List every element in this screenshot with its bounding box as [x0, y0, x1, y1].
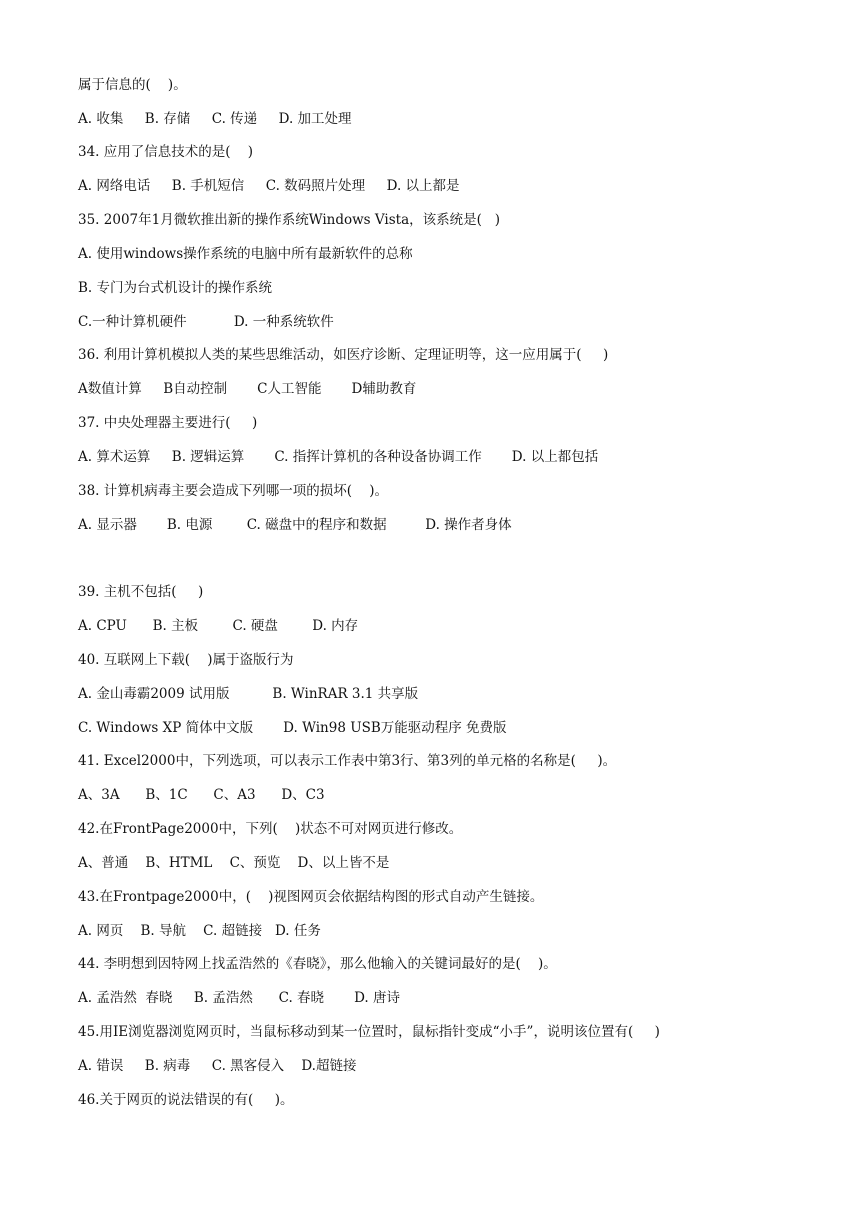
question-35-options-cd: C.一种计算机硬件 D. 一种系统软件 [78, 314, 334, 330]
question-38-stem: 38. 计算机病毒主要会造成下列哪一项的损坏( )。 [78, 483, 388, 499]
question-36-stem: 36. 利用计算机模拟人类的某些思维活动，如医疗诊断、定理证明等，这一应用属于( ) [78, 347, 609, 363]
question-35-stem: 35. 2007年1月微软推出新的操作系统Windows Vista，该系统是( ) [78, 212, 501, 228]
question-42-options: A、普通 B、HTML C、预览 D、以上皆不是 [78, 855, 390, 871]
question-40-options-cd: C. Windows XP 简体中文版 D. Win98 USB万能驱动程序 免费版 [78, 720, 507, 736]
question-42-stem: 42.在FrontPage2000中，下列( )状态不可对网页进行修改。 [78, 821, 463, 837]
question-45-options: A. 错误 B. 病毒 C. 黑客侵入 D.超链接 [78, 1058, 357, 1074]
question-45-stem: 45.用IE浏览器浏览网页时，当鼠标移动到某一位置时，鼠标指针变成“小手”，说明该位置有( ) [78, 1024, 660, 1040]
question-39-stem: 39. 主机不包括( ) [78, 584, 204, 600]
question-44-options: A. 孟浩然 春晓 B. 孟浩然 C. 春晓 D. 唐诗 [78, 990, 401, 1006]
question-33-options: A. 收集 B. 存储 C. 传递 D. 加工处理 [78, 111, 352, 127]
question-34-options: A. 网络电话 B. 手机短信 C. 数码照片处理 D. 以上都是 [78, 178, 460, 194]
question-44-stem: 44. 李明想到因特网上找孟浩然的《春晓》，那么他输入的关键词最好的是( )。 [78, 956, 557, 972]
question-37-options: A. 算术运算 B. 逻辑运算 C. 指挥计算机的各种设备协调工作 D. 以上都包括 [78, 449, 599, 465]
question-41-stem: 41. Excel2000中，下列选项，可以表示工作表中第3行、第3列的单元格的名称是( )。 [78, 753, 617, 769]
question-40-options-ab: A. 金山毒霸2009 试用版 B. WinRAR 3.1 共享版 [78, 686, 419, 702]
question-39-options: A. CPU B. 主板 C. 硬盘 D. 内存 [78, 618, 359, 634]
question-41-options: A、3A B、1C C、A3 D、C3 [78, 787, 325, 803]
question-38-options: A. 显示器 B. 电源 C. 磁盘中的程序和数据 D. 操作者身体 [78, 517, 512, 533]
question-35-option-a: A. 使用windows操作系统的电脑中所有最新软件的总称 [78, 246, 413, 262]
question-40-stem: 40. 互联网上下载( )属于盗版行为 [78, 652, 294, 668]
question-46-stem: 46.关于网页的说法错误的有( )。 [78, 1092, 294, 1108]
question-43-stem: 43.在Frontpage2000中，( )视图网页会依据结构图的形式自动产生链接。 [78, 889, 544, 905]
question-35-option-b: B. 专门为台式机设计的操作系统 [78, 280, 273, 296]
question-33-stem: 属于信息的( )。 [78, 77, 187, 93]
question-36-options: A数值计算 B自动控制 C人工智能 D辅助教育 [78, 381, 417, 397]
question-34-stem: 34. 应用了信息技术的是( ) [78, 144, 253, 160]
question-37-stem: 37. 中央处理器主要进行( ) [78, 415, 258, 431]
question-43-options: A. 网页 B. 导航 C. 超链接 D. 任务 [78, 923, 321, 939]
